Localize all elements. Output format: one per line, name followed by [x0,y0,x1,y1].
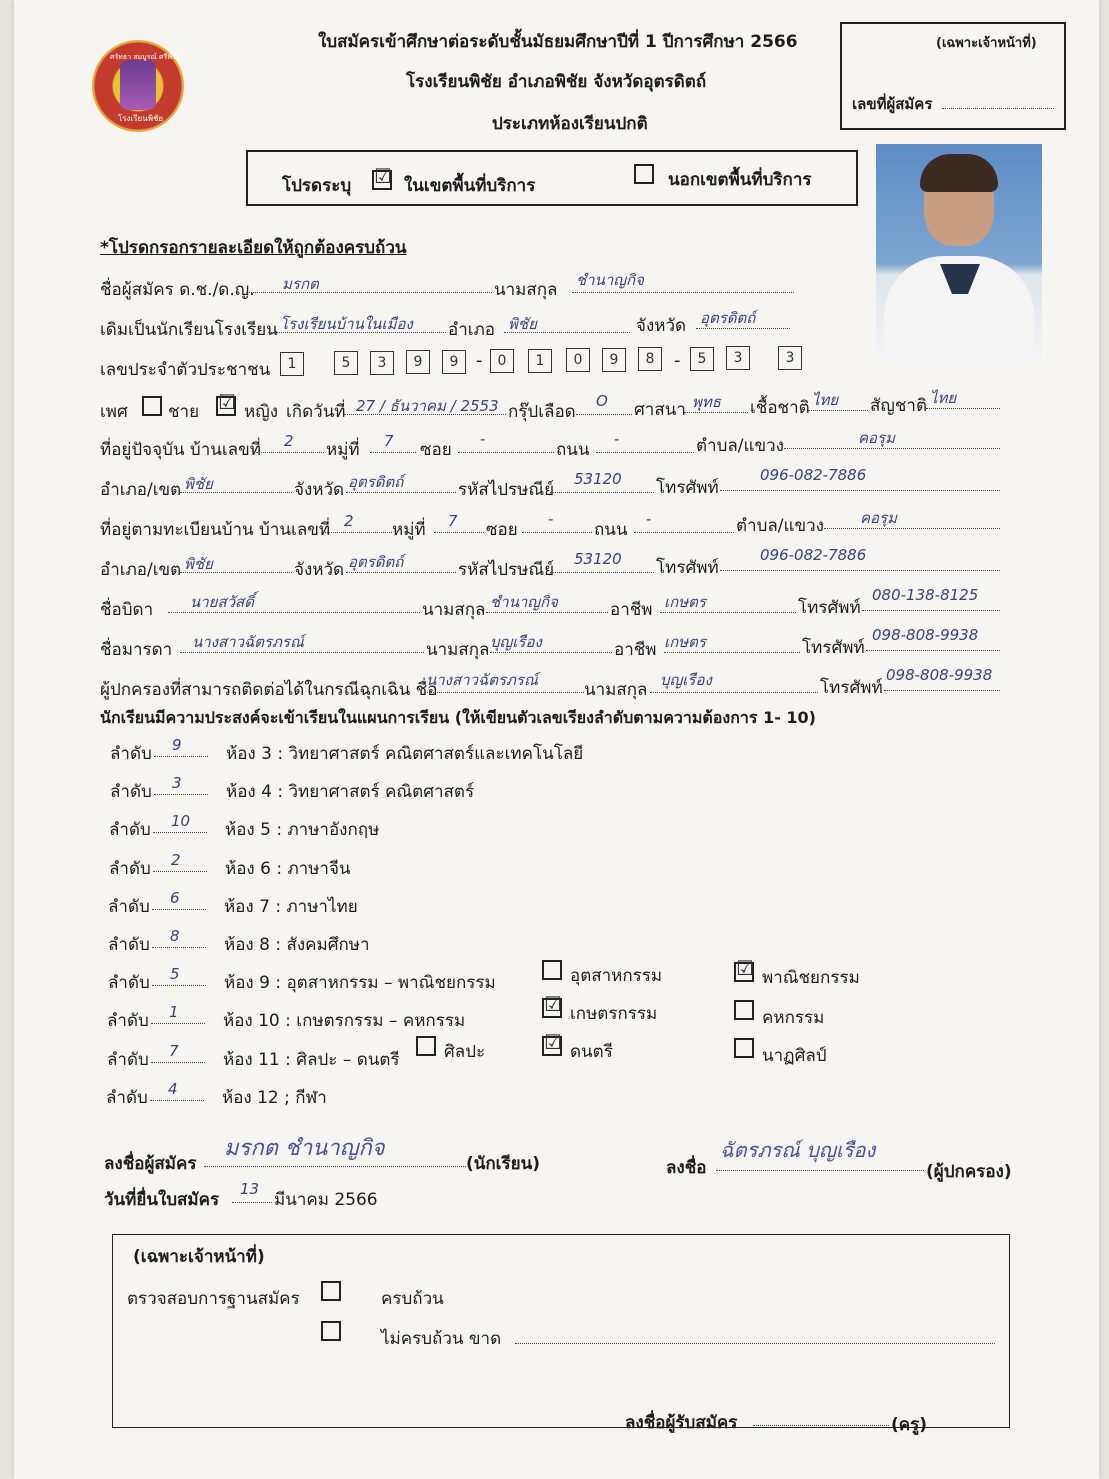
plan-rank-label: ลำดับ [108,897,150,917]
surname-label: นามสกุล [494,280,558,300]
registered-district-label: อำเภอ/เขต [100,560,182,580]
current-subdistrict-label: ตำบล/แขวง [696,436,784,456]
staff-box-title: (เฉพาะเจ้าหน้าที่) [133,1247,265,1267]
guardian-name-value[interactable]: นางสาวฉัตรภรณ์ [426,671,538,689]
school-value[interactable]: โรงเรียนบ้านในเมือง [280,315,413,333]
area-prompt: โปรดระบุ [282,176,352,196]
check-mark-icon: ☑ [218,390,236,414]
current-district-value[interactable]: พิชัย [184,475,213,493]
applicant-number-line[interactable] [942,108,1054,109]
agriculture-label: เกษตรกรรม [570,1004,658,1024]
dob-value[interactable]: 27 / ธันวาคม / 2553 [356,397,499,415]
current-moo-label: หมู่ที่ [326,440,360,460]
id-digit-box[interactable]: 5 [690,347,714,371]
father-job-label: อาชีพ [610,600,653,620]
name-label: ชื่อผู้สมัคร ด.ช./ด.ญ. [100,280,255,300]
mother-surname-label: นามสกุล [426,640,490,660]
surname-value[interactable]: ชำนาญกิจ [576,271,644,289]
logo-text-top: ศรัทธา สมบูรณ์ ศรีพิชัย [110,53,181,61]
father-job-value[interactable]: เกษตร [664,593,706,611]
first-name-value[interactable]: มรกต [282,275,319,293]
registered-moo-value[interactable]: 7 [448,512,458,530]
industry-checkbox[interactable] [542,960,562,980]
guardian-signature[interactable]: ฉัตรภรณ์ บุญเรือง [720,1138,876,1162]
plan-rank-label: ลำดับ [109,820,151,840]
service-area-box [246,150,858,206]
out-area-label: นอกเขตพื้นที่บริการ [668,170,812,190]
id-digit-box[interactable]: 5 [334,351,358,375]
incomplete-label: ไม่ครบถ้วน ขาด [381,1329,502,1349]
staff-applicant-number-box [840,22,1066,130]
id-digit-box[interactable]: 9 [602,348,626,372]
current-phone-value[interactable]: 096-082-7886 [760,466,867,484]
check-mark-icon: ☑ [736,956,754,980]
father-surname-label: นามสกุล [422,600,486,620]
id-digit-box[interactable]: 0 [490,349,514,373]
guardian-phone-value[interactable]: 098-808-9938 [886,666,993,684]
registered-moo-label: หมู่ที่ [392,520,426,540]
plan-room-name: ห้อง 6 : ภาษาจีน [225,859,351,879]
complete-label: ครบถ้วน [381,1289,444,1309]
plan-rank-value[interactable]: 8 [170,927,180,945]
dance-label: นาฏศิลป์ [762,1046,827,1066]
art-checkbox[interactable] [416,1036,436,1056]
plan-rank-label: ลำดับ [108,935,150,955]
title-line-1: ใบสมัครเข้าศึกษาต่อระดับชั้นมัธยมศึกษาปีที่ 1 ปีการศึกษา 2566 [318,32,798,52]
guardian-suffix: (ผู้ปกครอง) [926,1162,1012,1182]
current-house-value[interactable]: 2 [284,432,294,450]
male-checkbox[interactable] [142,396,162,416]
current-subdistrict-value[interactable]: คอรุม [858,429,895,447]
mother-label: ชื่อมารดา [100,640,173,660]
plan-rank-value[interactable]: 9 [172,736,182,754]
student-suffix: (นักเรียน) [466,1154,540,1174]
plan-rank-value[interactable]: 3 [172,774,182,792]
guardian-phone-label: โทรศัพท์ [820,678,883,698]
guardian-surname-value[interactable]: บุญเรือง [660,671,712,689]
plan-rank-value[interactable]: 1 [169,1003,179,1021]
current-moo-value[interactable]: 7 [384,432,394,450]
id-separator: - [674,350,681,371]
in-area-label: ในเขตพื้นที่บริการ [404,176,536,196]
title-line-2: โรงเรียนพิชัย อำเภอพิชัย จังหวัดอุตรดิตถ์ [406,72,707,92]
staff-verification-box [112,1234,1010,1435]
current-soi-value[interactable]: - [480,430,486,448]
id-digit-box[interactable]: 1 [528,349,552,373]
id-digit-box[interactable]: 3 [778,346,802,370]
verify-label: ตรวจสอบการฐานสมัคร [127,1289,300,1309]
dance-checkbox[interactable] [734,1038,754,1058]
school-district-label: อำเภอ [448,320,495,340]
check-mark-icon: ☑ [544,1030,562,1054]
id-separator: - [476,350,483,371]
registered-phone-value[interactable]: 096-082-7886 [760,546,867,564]
id-digit-box[interactable]: 0 [566,348,590,372]
plan-rank-value[interactable]: 10 [171,812,191,830]
id-digit-box[interactable]: 3 [726,346,750,370]
father-label: ชื่อบิดา [100,600,154,620]
date-label: วันที่ยื่นใบสมัคร [104,1190,220,1210]
male-label: ชาย [168,402,200,422]
gender-label: เพศ [100,402,128,422]
plan-rank-label: ลำดับ [108,973,150,993]
race-value[interactable]: ไทย [812,391,839,409]
current-road-value[interactable]: - [614,430,620,448]
plan-rank-label: ลำดับ [106,1088,148,1108]
staff-only-label: (เฉพาะเจ้าหน้าที่) [936,36,1037,51]
plan-room-name: ห้อง 4 : วิทยาศาสตร์ คณิตศาสตร์ [226,782,475,802]
mother-job-value[interactable]: เกษตร [664,633,706,651]
blood-value[interactable]: O [596,392,608,410]
check-mark-icon: ☑ [374,164,392,188]
industry-label: อุตสาหกรรม [570,966,663,986]
plan-rank-label: ลำดับ [110,744,152,764]
registered-soi-value[interactable]: - [548,510,554,528]
guardian-label: ผู้ปกครองที่สามารถติดต่อได้ในกรณีฉุกเฉิน ชื่อ [100,680,438,700]
music-label: ดนตรี [570,1042,613,1062]
registered-soi-label: ซอย [486,520,518,540]
receiver-sign-line[interactable] [753,1425,889,1426]
plan-room-name: ห้อง 7 : ภาษาไทย [224,897,358,917]
plan-room-name: ห้อง 3 : วิทยาศาสตร์ คณิตศาสตร์และเทคโนโลยี [226,744,584,764]
id-digit-box[interactable]: 1 [280,352,304,376]
current-postcode-value[interactable]: 53120 [574,470,622,488]
school-province-value[interactable]: อุตรดิตถ์ [700,309,756,327]
date-month-year: มีนาคม 2566 [274,1190,378,1210]
plan-rank-value[interactable]: 7 [169,1042,179,1060]
father-surname-value[interactable]: ชำนาญกิจ [490,593,558,611]
registered-road-value[interactable]: - [646,510,652,528]
logo-emblem-icon [120,60,156,110]
school-label: เดิมเป็นนักเรียนโรงเรียน [100,320,278,340]
school-district-value[interactable]: พิชัย [508,315,537,333]
race-label: เชื้อชาติ [750,398,810,418]
registered-postcode-label: รหัสไปรษณีย์ [458,560,555,580]
incomplete-checkbox[interactable] [321,1321,341,1341]
plan-heading: นักเรียนมีความประสงค์จะเข้าเรียนในแผนการเรียน (ให้เขียนตัวเลขเรียงลำดับตามความต้องการ 1- 10) [100,708,816,727]
plan-rank-value[interactable]: 5 [170,965,180,983]
applicant-sign-label: ลงชื่อผู้สมัคร [104,1154,197,1174]
plan-rank-value[interactable]: 6 [170,889,180,907]
current-province-value[interactable]: อุตรดิตถ์ [348,473,404,491]
missing-items-line[interactable] [515,1343,995,1344]
home-econ-label: คหกรรม [762,1008,825,1028]
plan-rank-label: ลำดับ [109,859,151,879]
school-logo [92,40,184,132]
religion-value[interactable]: พุทธ [692,393,721,411]
applicant-number-label: เลขที่ผู้สมัคร [852,95,933,113]
plan-room-name: ห้อง 11 : ศิลปะ – ดนตรี [223,1050,400,1070]
mother-name-value[interactable]: นางสาวฉัตรภรณ์ [192,633,304,651]
registered-phone-label: โทรศัพท์ [656,558,719,578]
commerce-checkbox[interactable] [734,956,754,982]
female-label: หญิง [244,402,278,422]
registered-subdistrict-label: ตำบล/แขวง [736,516,824,536]
plan-room-name: ห้อง 5 : ภาษาอังกฤษ [225,820,380,840]
receiver-suffix: (ครู) [891,1415,928,1435]
id-digit-box[interactable]: 3 [370,351,394,375]
mother-phone-value[interactable]: 098-808-9938 [872,626,979,644]
plan-rank-label: ลำดับ [110,782,152,802]
current-road-label: ถนน [556,440,590,460]
art-label: ศิลปะ [444,1042,486,1062]
applicant-photo [876,144,1042,362]
plan-room-name: ห้อง 12 ; กีฬา [222,1088,327,1108]
id-digit-box[interactable]: 9 [442,350,466,374]
id-digit-box[interactable]: 8 [638,347,662,371]
mother-surname-value[interactable]: บุญเรือง [490,633,542,651]
check-mark-icon: ☑ [544,992,562,1016]
current-postcode-label: รหัสไปรษณีย์ [458,480,555,500]
plan-room-name: ห้อง 10 : เกษตรกรรม – คหกรรม [223,1011,466,1031]
logo-text-bottom: โรงเรียนพิชัย [118,114,164,123]
registered-district-value[interactable]: พิชัย [184,555,213,573]
plan-rank-label: ลำดับ [107,1050,149,1070]
religion-label: ศาสนา [634,400,686,420]
commerce-label: พาณิชยกรรม [762,968,860,988]
blood-label: กรุ๊ปเลือด [508,402,576,422]
guardian-sign-label: ลงชื่อ [666,1158,707,1178]
mother-phone-label: โทรศัพท์ [802,638,865,658]
plan-room-name: ห้อง 9 : อุตสาหกรรม – พาณิชยกรรม [224,973,496,993]
title-line-3: ประเภทห้องเรียนปกติ [492,114,648,134]
national-id-label: เลขประจำตัวประชาชน [100,360,271,380]
music-checkbox[interactable] [542,1030,562,1056]
father-phone-value[interactable]: 080-138-8125 [872,586,979,604]
registered-house-value[interactable]: 2 [344,512,354,530]
receiver-sign-label: ลงชื่อผู้รับสมัคร [625,1413,738,1433]
applicant-signature[interactable]: มรกต ชำนาญกิจ [224,1136,385,1161]
date-day-value[interactable]: 13 [240,1180,260,1198]
out-area-checkbox[interactable] [634,164,654,184]
registered-province-label: จังหวัด [294,560,345,580]
plan-room-name: ห้อง 8 : สังคมศึกษา [224,935,370,955]
complete-checkbox[interactable] [321,1281,341,1301]
female-checkbox[interactable] [216,390,236,416]
guardian-surname-label: นามสกุล [584,680,648,700]
current-soi-label: ซอย [420,440,452,460]
registered-subdistrict-value[interactable]: คอรุม [860,509,897,527]
registered-province-value[interactable]: อุตรดิตถ์ [348,553,404,571]
father-phone-label: โทรศัพท์ [798,598,861,618]
plan-rank-value[interactable]: 4 [168,1080,178,1098]
nationality-value[interactable]: ไทย [930,389,957,407]
father-name-value[interactable]: นายสวัสดิ์ [190,593,254,611]
plan-rank-label: ลำดับ [107,1011,149,1031]
instruction: *โปรดกรอกรายละเอียดให้ถูกต้องครบถ้วน [100,238,407,258]
dob-label: เกิดวันที่ [286,402,346,422]
current-house-label: ที่อยู่ปัจจุบัน บ้านเลขที่ [100,440,261,460]
nationality-label: สัญชาติ [870,396,927,416]
home-econ-checkbox[interactable] [734,1000,754,1020]
id-digit-box[interactable]: 9 [406,350,430,374]
registered-house-label: ที่อยู่ตามทะเบียนบ้าน บ้านเลขที่ [100,520,331,540]
current-phone-label: โทรศัพท์ [656,478,719,498]
current-province-label: จังหวัด [294,480,345,500]
mother-job-label: อาชีพ [614,640,657,660]
plan-rank-value[interactable]: 2 [171,851,181,869]
current-district-label: อำเภอ/เขต [100,480,182,500]
registered-postcode-value[interactable]: 53120 [574,550,622,568]
agriculture-checkbox[interactable] [542,992,562,1018]
registered-road-label: ถนน [594,520,628,540]
in-area-checkbox[interactable] [372,164,392,190]
school-province-label: จังหวัด [636,316,687,336]
